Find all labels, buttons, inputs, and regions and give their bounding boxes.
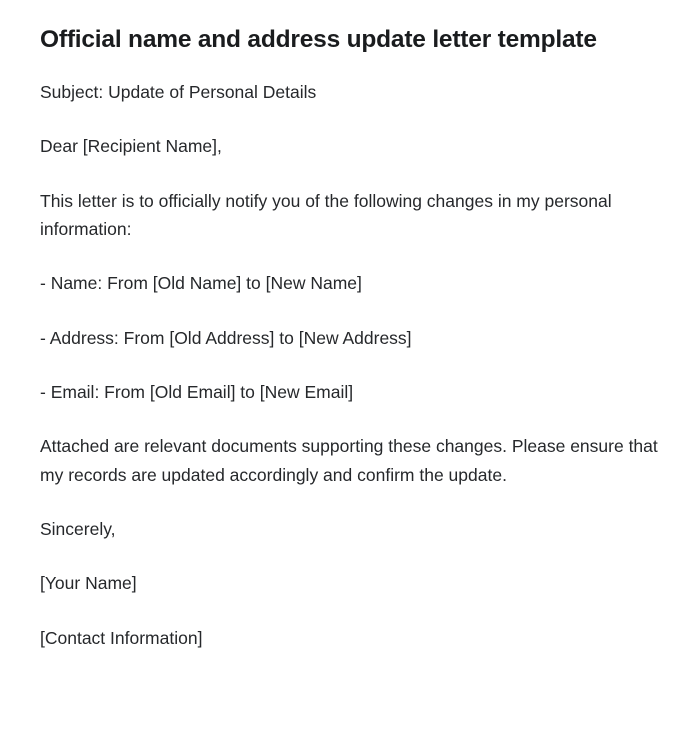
- paragraph-signature-name: [Your Name]: [40, 573, 137, 594]
- paragraph-subject: Subject: Update of Personal Details: [40, 81, 317, 102]
- paragraph-attachments: Attached are relevant documents supporting these changes. Please ensure that my records are updated accordingly and confirm the update.: [40, 436, 658, 485]
- paragraph-closing: Sincerely,: [40, 518, 116, 539]
- paragraph-contact-information: [Contact Information]: [40, 627, 203, 648]
- list-item-address-change: - Address: From [Old Address] to [New Address]: [40, 327, 412, 348]
- paragraph-intro: This letter is to officially notify you of the following changes in my personal information:: [40, 190, 612, 239]
- page-title: Official name and address update letter template: [40, 26, 597, 53]
- list-item-email-change: - Email: From [Old Email] to [New Email]: [40, 381, 354, 402]
- paragraph-salutation: Dear [Recipient Name],: [40, 136, 222, 157]
- list-item-name-change: - Name: From [Old Name] to [New Name]: [40, 273, 362, 294]
